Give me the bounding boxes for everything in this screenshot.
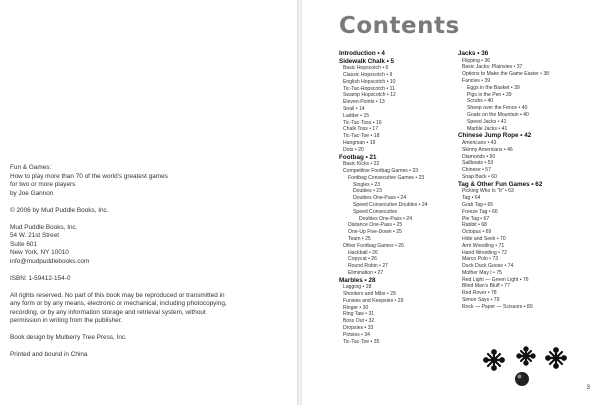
contents-entry: Rabbit • 68 — [462, 222, 488, 229]
contents-entry: Dropsies • 33 — [343, 325, 374, 332]
right-page-contents — [302, 0, 600, 405]
contents-entry: Hide and Seek • 70 — [462, 235, 506, 242]
contents-heading: Contents — [339, 13, 460, 39]
contents-entry: English Hopscotch • 10 — [343, 78, 396, 85]
contents-entry: Funsies and Keepsies • 29 — [343, 297, 404, 304]
contents-entry: Pie Tag • 67 — [462, 215, 490, 222]
contents-entry: Hackball • 26 — [348, 249, 378, 256]
rights-line: permission in writing from the publisher. — [10, 317, 123, 324]
contents-entry: Diamonds • 50 — [462, 153, 496, 160]
contents-entry: Footbag Consecutive Games • 23 — [348, 174, 425, 181]
contents-section: Introduction • 4 — [339, 50, 385, 57]
contents-entry: Lagging • 28 — [343, 284, 372, 291]
contents-entry: Fancies • 39 — [462, 77, 491, 84]
contents-entry: Speed Consecutive — [353, 208, 398, 215]
contents-entry: Chalk Toss • 17 — [343, 126, 379, 133]
jacks-and-ball-icon — [482, 346, 572, 388]
contents-entry: Grab Tag • 65 — [462, 201, 494, 208]
contents-entry: Marble Jacks • 41 — [467, 125, 508, 132]
contents-section: Marbles • 28 — [339, 276, 376, 284]
contents-entry: Speed Consecutive Doubles • 24 — [353, 201, 428, 208]
contents-entry: Doubles One-Pass • 24 — [359, 215, 413, 222]
page-number: 3 — [586, 385, 590, 391]
contents-section: Sidewalk Chalk • 5 — [339, 57, 395, 65]
contents-entry: Ladder • 15 — [343, 112, 370, 119]
contents-entry: Ring Taw • 31 — [343, 311, 375, 318]
contents-entry: Other Footbag Games • 26 — [343, 242, 404, 249]
contents-entry: Simon Says • 79 — [462, 297, 500, 304]
contents-entry: Tic-Tac-Toe • 18 — [343, 133, 380, 140]
contents-entry: Distance One-Pass • 25 — [348, 222, 403, 229]
rights-line: any form or by any means, electronic or mechanical, including photocopying, — [10, 300, 227, 307]
contents-entry: Shooters and Mibs • 29 — [343, 291, 396, 298]
contents-entry: Classic Hopscotch • 9 — [343, 71, 393, 78]
copyright-notice: © 2006 by Mud Puddle Books, Inc. — [10, 206, 109, 214]
publisher-line: 54 W. 21st Street — [10, 232, 60, 239]
contents-entry: Swamp Hopscotch • 12 — [343, 92, 396, 99]
contents-entry: Flipping • 36 — [462, 57, 491, 64]
contents-entry: Elimination • 27 — [348, 269, 384, 276]
contents-entry: One-Up Five-Down • 25 — [348, 229, 402, 236]
contents-entry: Speed Jacks • 41 — [467, 118, 507, 125]
contents-entry: Arm Wrestling • 71 — [462, 242, 505, 249]
contents-entry: Mother May I • 75 — [462, 269, 503, 276]
contents-section: Chinese Jump Rope • 42 — [458, 132, 532, 140]
contents-column-1 — [339, 50, 463, 345]
book-subtitle: How to play more than 70 of the world's greatest games — [10, 172, 168, 180]
title-block — [10, 164, 290, 198]
publisher-line: Mud Puddle Books, Inc. — [10, 223, 78, 231]
contents-entry: Sailboats • 53 — [462, 160, 494, 167]
contents-entry: Basic Kicks • 22 — [343, 161, 380, 168]
contents-entry: Copycat • 26 — [348, 256, 377, 263]
contents-entry: Ringer • 30 — [343, 304, 369, 311]
contents-entry: Tic-Tac-Toss • 16 — [343, 119, 382, 126]
contents-entry: Competitive Footbag Games • 23 — [343, 167, 419, 174]
contents-entry: Round Robin • 27 — [348, 263, 389, 270]
contents-section: Footbag • 21 — [339, 153, 377, 161]
design-credit: Book design by Mulberry Tree Press, Inc. — [10, 334, 127, 341]
contents-entry: Singles • 23 — [353, 181, 380, 188]
printing-note: Printed and bound in China — [10, 351, 88, 358]
contents-entry: Basic Jacks: Plainsies • 37 — [462, 64, 523, 71]
contents-entry: Basic Hopscotch • 6 — [343, 65, 389, 72]
contents-entry: Options to Make the Game Easier • 38 — [462, 71, 550, 78]
author: by Joe Gannon — [10, 189, 54, 197]
contents-entry: Sheep over the Fence • 40 — [467, 105, 528, 112]
contents-entry: Hangman • 19 — [343, 139, 376, 146]
contents-entry: Red Rover • 78 — [462, 290, 497, 297]
contents-entry: Blind Man's Bluff • 77 — [462, 283, 510, 290]
contents-entry: Goats on the Mountain • 40 — [467, 111, 529, 118]
publisher-email: info@mudpuddlebooks.com — [10, 257, 90, 265]
book-subtitle: for two or more players — [10, 181, 76, 188]
contents-entry: Dots • 20 — [343, 146, 364, 153]
isbn: ISBN: 1-59412-154-0 — [10, 274, 71, 282]
publisher-address — [10, 224, 290, 267]
imprint-block — [10, 164, 290, 368]
contents-entry: Duck Duck Goose • 74 — [462, 263, 514, 270]
contents-entry: Team • 25 — [348, 235, 371, 242]
contents-entry: Freeze Tag • 66 — [462, 208, 498, 215]
contents-entry: Skinny Americans • 46 — [462, 146, 513, 153]
publisher-line: New York, NY 10010 — [10, 249, 69, 256]
contents-entry: Boss Out • 32 — [343, 318, 375, 325]
contents-entry: Octopus • 69 — [462, 229, 492, 236]
contents-entry: Scrubs • 40 — [467, 98, 494, 105]
left-page-copyright — [0, 0, 297, 405]
contents-entry: Hand Wrestling • 72 — [462, 249, 508, 256]
contents-entry: Marco Polo • 73 — [462, 256, 499, 263]
contents-section: Tag & Other Fun Games • 62 — [458, 180, 543, 188]
rights-statement — [10, 292, 290, 326]
contents-entry: Picking Who Is "It" • 63 — [462, 188, 514, 195]
rights-line: All rights reserved. No part of this book may be reproduced or transmitted in — [10, 291, 225, 299]
contents-entry: Chinese • 57 — [462, 167, 491, 174]
contents-entry: Tag • 64 — [462, 195, 481, 202]
rights-line: recording, or by any information storage and retrieval system, without — [10, 308, 206, 316]
contents-entry: Doubles • 23 — [353, 188, 382, 195]
contents-column-2 — [458, 50, 582, 311]
contents-entry: Eleven-Points • 13 — [343, 99, 385, 106]
contents-entry: Potsies • 34 — [343, 331, 370, 338]
contents-entry: Tic-Tac-Toe • 35 — [343, 338, 380, 345]
contents-entry: Red Light — Green Light • 76 — [462, 276, 529, 283]
contents-entry: Snap Back • 60 — [462, 173, 497, 180]
contents-entry: Eggs in the Basket • 39 — [467, 84, 520, 91]
contents-entry: Pigs in the Pen • 39 — [467, 91, 512, 98]
contents-entry: Tic-Tac-Hopscotch • 11 — [343, 85, 395, 92]
contents-entry: Snail • 14 — [343, 105, 365, 112]
book-title: Fun & Games: — [10, 164, 52, 171]
publisher-line: Suite 601 — [10, 240, 38, 248]
contents-entry: Rock — Paper — Scissors • 80 — [462, 303, 533, 310]
contents-entry: Doubles One-Pass • 24 — [353, 195, 407, 202]
contents-entry: Americans • 43 — [462, 139, 497, 146]
contents-section: Jacks • 36 — [458, 50, 489, 57]
